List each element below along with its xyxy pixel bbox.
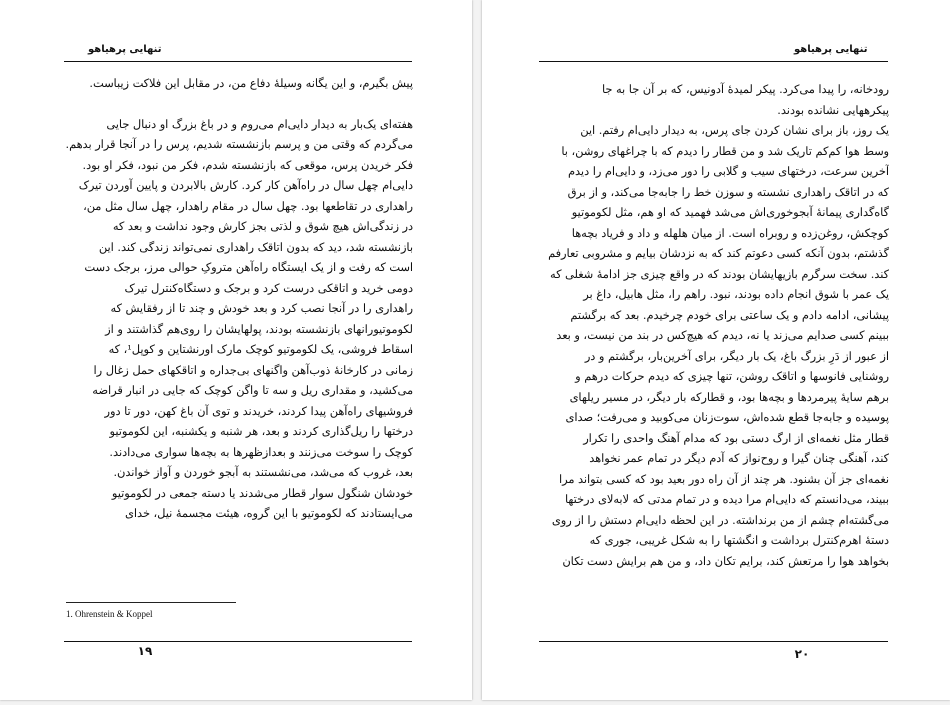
text-line: دستهٔ اهرم‌کنترل برداشت و انگشتها را به شکل غریبی، جوری که [589,534,889,547]
text-line: روشنایی فانوسها و اتاقک روشن، تنها چیزی که دیدم حرکات درهم و [575,370,889,383]
text-line: گذشتم، بدون آنکه کسی دعوتم کند که به نزدشان بیایم و مشروبی تعارفم [548,247,889,260]
text-line: گاه‌گداری پیمانهٔ آبجوخوری‌اش می‌شد فهمید که او هم، مثل لکوموتیو [571,206,889,219]
running-header: تنهایی پرهیاهو [794,44,868,55]
text-line: است که رفت و از یک ایستگاه راه‌آهن متروکِ حوالی مرز، برجک دست [84,261,413,274]
text-line: ببیند، می‌دانستم که دایی‌ام مرا دیده و در تمام مدتی که لابه‌لای درختها [564,493,889,506]
text-line: رودخانه، را پیدا می‌کرد. پیکر لمیدهٔ آدونیس، که بر آن جا به جا [601,83,889,96]
footer-rule [539,641,888,642]
header-rule [539,61,888,62]
text-line: دایی‌ام چهل سال در راه‌آهن کار کرد. کارش بالابردن و پایین آوردن تیرک [78,179,413,192]
text-line: برهم سایهٔ پیرمردها و بچه‌ها بود، و قطارکه بار دیگر، در مسیر ریلهای [569,390,889,404]
text-line: راهداری در تقاطعها بود. چهل سال در مقام راهدار، چهل سال مثل من، [83,199,413,213]
body-text [538,80,889,572]
body-text [62,74,413,525]
text-line: راهداری را در آنجا نصب کرد و بعد خودش و چند تا از رفقایش که [110,302,413,315]
text-line: اسقاط فروشی، یک لکوموتیو کوچک مارک اورنشتاین و کوپل¹، که [108,343,413,356]
text-line: زمانی در کارخانهٔ ذوب‌آهن واگنهای بی‌جداره و اتاقکهای حمل زغال را [93,363,413,377]
text-line: کوچک را سوخت می‌زنند و بعدازظهرها به بچه‌ها سواری می‌دادند. [109,445,413,459]
page-20 [482,0,950,700]
page-number: ۱۹ [137,644,153,658]
text-line: در زندگی‌اش هیچ شوق و لذتی بجز کارش وجود نداشت و بعد که [112,220,413,233]
text-line: بعد، غروب که می‌شد، می‌نشستند به آبجو خوردن و آواز خواندن. [113,466,413,479]
text-line: از عبور از دَرِ بزرگ باغ، یک بار دیگر، برای آخرین‌بار، برگشتم و در [584,349,889,363]
text-line: فروشیهای راه‌آهن پیدا کردند، خریدند و توی آن باغ کهن، دور تا دور [104,404,413,418]
paragraph-gap [62,95,413,115]
text-line: بخواهد هوا را مرتعش کند، برایم تکان داد، و من هم برایش دست تکان [562,554,889,568]
footnote: 1. Ohrenstein & Koppel [66,609,153,619]
page-number: ۲۰ [794,647,810,661]
text-line: ببینم کسی صدایم می‌زند یا نه، دیدم که هیچ‌کس در بند من نیست، و بعد [556,329,889,342]
text-line: پوسیده و جابه‌جا قطع شده‌اش، سوت‌زنان می‌کوبید و می‌رفت؛ صدای [565,411,889,424]
text-line: پیکرههایی نشانده بودند. [777,103,889,117]
text-line: پیش بگیرم، و این یگانه وسیلهٔ دفاع من، در مقابل این فلاکت زیباست. [89,77,413,90]
header-rule [64,61,412,62]
text-line: قطار مثل نغمه‌ای از ارگ دستی بود که مدام آهنگ واحدی را تکرار [583,431,889,445]
text-line: درختها را ریل‌گذاری کردند و بعد، هر شنبه و یکشنبه، این لکوموتیو [109,425,413,438]
text-line: کند، آهنگی چنان گیرا و روح‌نواز که آدم دیگر در تمام عمر نخواهد [589,452,889,465]
text-line: کند. سخت سرگرم بازیهایشان بودند که در واقع چیزی جز ادامهٔ شغلی که [550,267,889,281]
text-line: کوچکش، روغن‌زده و روبراه است. از میان هلهله و داد و فریاد بچه‌ها [571,226,889,240]
text-line: خودشان شنگول سوار قطار می‌شدند یا دسته جمعی در لکوموتیو [111,486,413,500]
text-line: فکر خریدن پرس، موقعی که بازنشسته شدم، فکر من نبود، فکر او بود. [82,158,413,172]
text-line: می‌گشته‌ام چشم از من برنداشته. در این لحظه دایی‌ام دستش را از روی [551,513,889,527]
text-line: می‌ایستادند که لکوموتیو با این گروه، هیئت مجسمهٔ نیل، خدای [125,507,413,520]
text-line: پیشانی، ادامه دادم و یک ساعتی برای خودم چرخیدم. بعد که برگشتم [570,308,889,322]
text-line: وسط هوا کم‌کم تاریک شد و من قطار را دیدم که با چراغهای روشن، با [561,144,889,158]
text-line: که در اتاقک راهداری نشسته و سوزن خط را جابه‌جا می‌کند، و از برق [567,185,889,199]
text-line: نغمه‌ای جز آن بشنود. هر چند از آن راه دور بعید بود که کسی بتواند مرا [558,472,889,486]
running-header: تنهایی پرهیاهو [88,44,162,55]
text-line: هفته‌ای یک‌بار به دیدار دایی‌ام می‌روم و در باغ بزرگ او دنبال جایی [106,117,413,131]
text-line: می‌کشید، و مقداری ریل و سه تا واگن کوچک که جایی در انبار قراضه [92,384,413,397]
text-line: لکوموتیورانهای بازنشسته بودند، پولهایشان را روی‌هم گذاشتند و از [105,322,413,336]
footer-rule [64,641,412,642]
text-line: می‌گردم که وقتی من و پرسم بازنشسته شدیم، پرس را در آنجا قرار بدهم. [65,138,413,151]
text-line: آخرین سرعت، درختهای سیب و گلابی را دور می‌زد، و دایی‌ام را دیدم [568,165,889,178]
text-line: یک روز، باز برای نشان کردن جای پرس، به دیدار دایی‌ام رفتم. این [580,124,889,137]
footnote-rule [66,602,236,603]
text-line: دومی خرید و اتاقکی درست کرد و برجک و دستگاه‌کنترل تیرک [124,281,413,295]
text-line: بازنشسته شد، دید که بدون اتاقک راهداری نمی‌تواند زندگی کند. این [98,240,413,254]
page-19 [0,0,472,700]
text-line: یک عمر با شوق انجام داده بودند، نبود. راهم را، مثل هابیل، داغ بر [583,288,889,301]
